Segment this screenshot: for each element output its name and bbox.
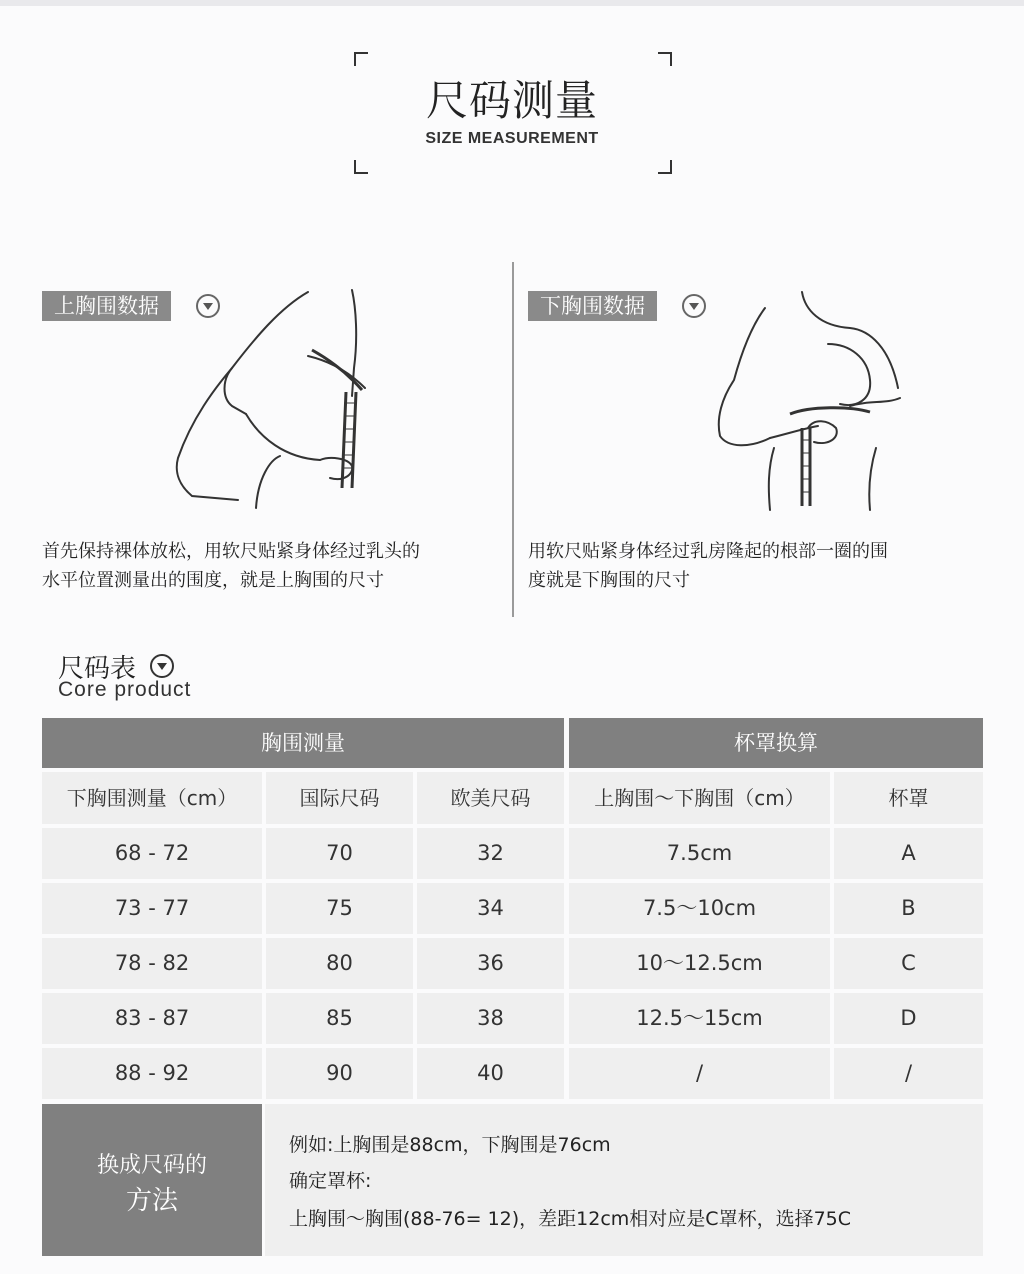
table-cell: 34: [417, 883, 564, 934]
group-header-cup-conversion: 杯罩换算: [569, 718, 983, 768]
table-cell: 90: [266, 1048, 413, 1099]
top-border: [0, 0, 1024, 6]
table-cell: /: [834, 1048, 983, 1099]
chevron-down-icon: [150, 654, 174, 678]
table-cell: 12.5～15cm: [569, 993, 830, 1044]
page-title: 尺码测量: [425, 76, 598, 125]
method-cup-line: 确定罩杯:: [289, 1170, 372, 1192]
column-header: 欧美尺码: [417, 772, 564, 824]
upper-bust-illustration: [170, 288, 370, 513]
table-cell: 85: [266, 993, 413, 1044]
table-cell: 83 - 87: [42, 993, 262, 1044]
table-cell: 10～12.5cm: [569, 938, 830, 989]
table-cell: 38: [417, 993, 564, 1044]
table-cell: 80: [266, 938, 413, 989]
table-cell: 7.5cm: [569, 828, 830, 879]
table-cell: 40: [417, 1048, 564, 1099]
frame-corner-bottom-right: [658, 160, 672, 174]
frame-corner-bottom-left: [354, 160, 368, 174]
column-header: 上胸围～下胸围（cm）: [569, 772, 830, 824]
table-cell: C: [834, 938, 983, 989]
table-cell: 32: [417, 828, 564, 879]
chevron-down-icon: [682, 294, 706, 318]
under-bust-desc-line2: 度就是下胸围的尺寸: [528, 570, 690, 591]
size-table-title: 尺码表: [58, 654, 137, 684]
method-example-line: 例如:上胸围是88cm，下胸围是76cm: [289, 1134, 611, 1156]
table-cell: 73 - 77: [42, 883, 262, 934]
table-cell: 7.5～10cm: [569, 883, 830, 934]
under-bust-description: [528, 537, 888, 595]
column-header: 下胸围测量（cm）: [42, 772, 262, 824]
column-header: 杯罩: [834, 772, 983, 824]
table-cell: 88 - 92: [42, 1048, 262, 1099]
column-header: 国际尺码: [266, 772, 413, 824]
table-cell: 68 - 72: [42, 828, 262, 879]
frame-corner-top-right: [658, 52, 672, 66]
table-cell: /: [569, 1048, 830, 1099]
under-bust-tag: 下胸围数据: [528, 291, 657, 321]
table-cell: 75: [266, 883, 413, 934]
under-bust-illustration: [710, 288, 920, 513]
upper-bust-desc-line2: 水平位置测量出的围度，就是上胸围的尺寸: [42, 570, 384, 591]
method-label-line1: 换成尺码的: [96, 1153, 207, 1178]
upper-bust-description: [42, 537, 420, 595]
group-header-measurement: 胸围测量: [42, 718, 564, 768]
page-subtitle: SIZE MEASUREMENT: [425, 130, 599, 147]
table-cell: 70: [266, 828, 413, 879]
upper-bust-desc-line1: 首先保持裸体放松，用软尺贴紧身体经过乳头的: [42, 541, 420, 562]
under-bust-desc-line1: 用软尺贴紧身体经过乳房隆起的根部一圈的围: [528, 541, 888, 562]
table-cell: 36: [417, 938, 564, 989]
method-label-line2: 方法: [125, 1186, 178, 1216]
method-calculation-line: 上胸围～胸围(88-76= 12)，差距12cm相对应是C罩杯，选择75C: [289, 1208, 852, 1230]
table-cell: D: [834, 993, 983, 1044]
upper-bust-tag: 上胸围数据: [42, 291, 171, 321]
method-label-box: [42, 1104, 262, 1256]
section-divider: [512, 262, 514, 617]
table-cell: B: [834, 883, 983, 934]
table-cell: A: [834, 828, 983, 879]
frame-corner-top-left: [354, 52, 368, 66]
table-cell: 78 - 82: [42, 938, 262, 989]
size-table-subtitle: Core product: [58, 678, 192, 701]
method-text-box: [265, 1104, 983, 1256]
